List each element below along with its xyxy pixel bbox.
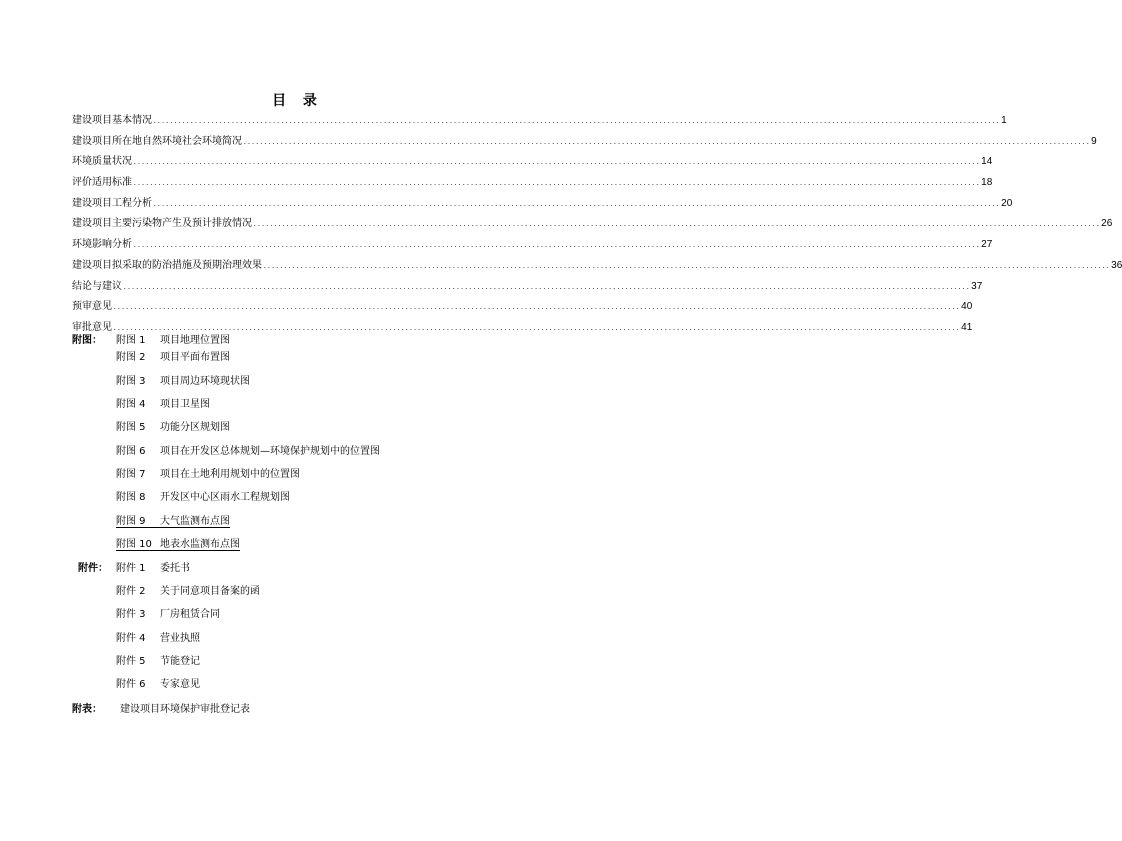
toc-entry[interactable] <box>72 235 993 256</box>
figure-item[interactable] <box>116 350 230 366</box>
attachment-label: 关于同意项目备案的函 <box>160 586 260 597</box>
attachment-label: 厂房租赁合同 <box>160 609 220 620</box>
figure-item[interactable] <box>116 333 230 349</box>
figure-label: 地表水监测布点图 <box>160 539 240 550</box>
toc-entry[interactable] <box>72 173 993 194</box>
table-of-contents <box>72 111 1122 339</box>
figure-item[interactable] <box>116 467 300 483</box>
attachment-item[interactable] <box>116 631 200 647</box>
attachment-item[interactable] <box>116 584 260 600</box>
figure-number: 附图 1 <box>116 335 146 346</box>
figure-item[interactable] <box>116 420 230 436</box>
figure-number: 附图 7 <box>116 469 146 480</box>
toc-page-number: 26 <box>1101 218 1113 230</box>
figures-heading: 附图： <box>72 335 102 346</box>
attachment-label: 委托书 <box>160 563 190 574</box>
toc-page-number: 36 <box>1111 259 1122 271</box>
toc-page-number: 20 <box>1001 197 1013 209</box>
attachment-item[interactable] <box>116 607 220 623</box>
toc-label: 环境影响分析 <box>72 239 132 251</box>
figure-label: 项目平面布置图 <box>160 352 230 363</box>
toc-entry[interactable] <box>72 132 1097 153</box>
figure-label: 项目在开发区总体规划—环境保护规划中的位置图 <box>160 446 380 457</box>
toc-leader: .............................................................................................................................................................................................................. <box>263 262 1111 270</box>
attachment-number: 附件 2 <box>116 586 146 597</box>
toc-entry[interactable] <box>72 277 983 298</box>
attachments-heading: 附件： <box>78 563 108 574</box>
figure-item[interactable] <box>116 444 380 460</box>
figure-label: 大气监测布点图 <box>160 516 230 527</box>
toc-page-number: 40 <box>961 301 973 313</box>
figure-number: 附图 5 <box>116 422 146 433</box>
toc-label: 建设项目拟采取的防治措施及预期治理效果 <box>72 259 262 271</box>
figure-number: 附图 4 <box>116 399 146 410</box>
attachment-number: 附件 6 <box>116 679 146 690</box>
toc-leader: .............................................................................................................................................................................................................. <box>153 118 1001 125</box>
figure-number: 附图 10 <box>116 539 152 550</box>
toc-page-number: 27 <box>981 239 993 251</box>
toc-leader: .............................................................................................................................................................................................................. <box>123 283 971 291</box>
attachment-label: 节能登记 <box>160 656 200 667</box>
figure-number: 附图 2 <box>116 352 146 363</box>
toc-page-number: 37 <box>971 280 983 292</box>
toc-leader: .............................................................................................................................................................................................................. <box>243 138 1091 146</box>
toc-leader: .............................................................................................................................................................................................................. <box>133 159 981 167</box>
attachment-number: 附件 4 <box>116 633 146 644</box>
toc-label: 评价适用标准 <box>72 177 132 189</box>
figure-label: 项目地理位置图 <box>160 335 230 346</box>
toc-entry[interactable] <box>72 194 1013 215</box>
page-title: 目 录 <box>272 93 323 109</box>
toc-label: 建设项目基本情况 <box>72 115 152 126</box>
figure-label: 项目在土地利用规划中的位置图 <box>160 469 300 480</box>
toc-label: 结论与建议 <box>72 280 122 292</box>
figure-label: 功能分区规划图 <box>160 422 230 433</box>
attachment-label: 营业执照 <box>160 633 200 644</box>
attachment-label: 专家意见 <box>160 679 200 690</box>
toc-page-number: 9 <box>1091 135 1097 147</box>
attachment-number: 附件 1 <box>116 563 146 574</box>
toc-leader: .............................................................................................................................................................................................................. <box>113 304 961 312</box>
figure-item[interactable] <box>116 537 240 553</box>
toc-label: 审批意见 <box>72 321 112 333</box>
toc-leader: .............................................................................................................................................................................................................. <box>133 242 981 250</box>
figure-item[interactable] <box>116 397 210 413</box>
attachment-number: 附件 5 <box>116 656 146 667</box>
toc-entry[interactable] <box>72 214 1113 235</box>
toc-leader: .............................................................................................................................................................................................................. <box>133 180 981 188</box>
toc-label: 建设项目主要污染物产生及预计排放情况 <box>72 218 252 230</box>
toc-page-number: 18 <box>981 177 993 189</box>
attachment-number: 附件 3 <box>116 609 146 620</box>
figure-label: 项目卫星图 <box>160 399 210 410</box>
toc-page-number: 1 <box>1001 115 1007 126</box>
toc-entry[interactable] <box>72 256 1122 277</box>
toc-label: 建设项目工程分析 <box>72 197 152 209</box>
figure-label: 开发区中心区雨水工程规划图 <box>160 492 290 503</box>
figure-item[interactable] <box>116 514 230 530</box>
table-heading: 附表： <box>72 704 102 715</box>
toc-leader: .............................................................................................................................................................................................................. <box>153 200 1001 208</box>
toc-leader: .............................................................................................................................................................................................................. <box>253 221 1101 229</box>
figure-number: 附图 9 <box>116 516 146 527</box>
attachment-item[interactable] <box>116 677 200 693</box>
toc-page-number: 41 <box>961 321 973 333</box>
toc-entry[interactable] <box>72 111 1007 132</box>
attachment-item[interactable] <box>116 561 190 577</box>
toc-entry[interactable] <box>72 297 973 318</box>
toc-entry[interactable] <box>72 152 993 173</box>
toc-page-number: 14 <box>981 156 993 168</box>
attachment-item[interactable] <box>116 654 200 670</box>
toc-label: 环境质量状况 <box>72 156 132 168</box>
figure-number: 附图 6 <box>116 446 146 457</box>
toc-label: 预审意见 <box>72 301 112 313</box>
figure-label: 项目周边环境现状图 <box>160 376 250 387</box>
toc-label: 建设项目所在地自然环境社会环境简况 <box>72 135 242 147</box>
figure-item[interactable] <box>116 374 250 390</box>
figure-item[interactable] <box>116 490 290 506</box>
toc-leader: .............................................................................................................................................................................................................. <box>113 324 961 332</box>
figure-number: 附图 3 <box>116 376 146 387</box>
table-label[interactable]: 建设项目环境保护审批登记表 <box>120 704 250 715</box>
figure-number: 附图 8 <box>116 492 146 503</box>
